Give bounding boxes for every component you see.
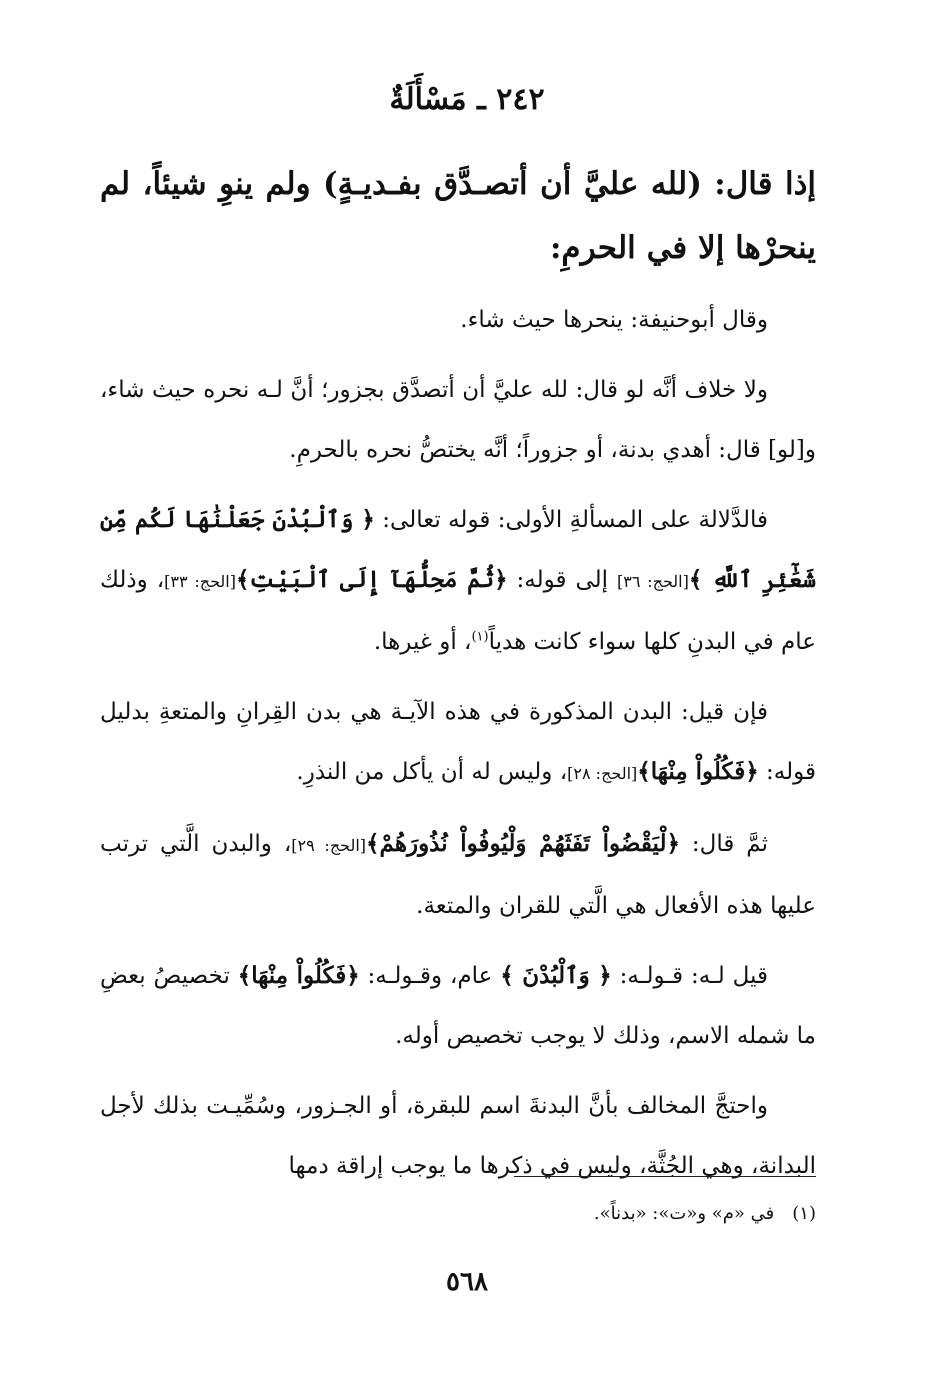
verse-reference-3: [الحج: ٢٨]	[567, 764, 638, 783]
issue-heading: ٢٤٢ ـ مَسْأَلَةٌ	[389, 82, 545, 117]
quran-verse-1: ﴿ وَٱلْبُدْنَ جَعَلْنَٰهَا لَكُم مِّن شَعَٰٓئِرِ ٱللَّهِ ﴾	[100, 506, 817, 593]
quran-verse-3: ﴿فَكُلُواْ مِنْهَا﴾	[637, 758, 759, 785]
quran-verse-5: ﴿ وَٱلْبُدْنَ ﴾	[500, 962, 612, 989]
paragraph-3-lead: فالدَّلالة على المسألةِ الأولى: قوله تعالى:	[374, 507, 768, 533]
paragraph-5-tail: ، والبدن الَّتي ترتب عليها هذه الأفعال هي الَّتي للقران والمتعة.	[100, 831, 816, 919]
paragraph-4-lead: فإن قيل: البدن المذكورة في هذه الآيـة هي بدن القِرانِ والمتعةِ بدليل قوله:	[100, 699, 816, 785]
footnote	[100, 1198, 816, 1230]
verse-reference-2: [الحج: ٣٣]	[164, 572, 236, 591]
paragraph-3-end: ، أو غيرها.	[373, 629, 472, 655]
verse-reference-4: [الحج: ٢٩]	[291, 836, 367, 855]
paragraph-1: وقال أبوحنيفة: ينحرها حيث شاء.	[460, 307, 768, 333]
paragraph-3-mid: إلى قوله:	[507, 567, 618, 593]
quran-verse-4: ﴿لْيَقْضُواْ تَفَثَهُمْ وَلْيُوفُواْ نُذُورَهُمْ﴾	[366, 830, 680, 857]
paragraph-6	[100, 946, 816, 1066]
footnote-divider	[514, 1176, 816, 1177]
paragraph-4	[100, 682, 816, 804]
paragraph-5-lead: ثمَّ قال:	[679, 831, 768, 857]
paragraph-4-tail: ، وليس له أن يأكل من النذرِ.	[296, 759, 568, 785]
paragraph-2: ولا خلاف أنَّه لو قال: لله عليَّ أن أتصدَّق بجزور؛ أنَّ لـه نحره حيث شاء، و[لو] قال: أهدي بدنة، أو جزوراً؛ أنَّه يختصُّ نحره بالحرمِ.	[100, 377, 816, 463]
paragraph-6-tail: تخصيصُ بعضِ ما شمله الاسم، وذلك لا يوجب تخصيص أوله.	[100, 963, 816, 1049]
body-text	[100, 290, 816, 1206]
paragraph-3-tail: ، وذلك عام في البدنِ كلها سواء كانت هدياً	[100, 567, 816, 655]
verse-reference-1: [الحج: ٣٦]	[617, 572, 689, 591]
issue-title: إذا قال: (لله عليَّ أن أتصـدَّق بفـديـةٍ) ولم ينوِ شيئاً، لم ينحرْها إلا في الحرمِ:	[100, 166, 816, 266]
quran-verse-2: ﴿ثُمَّ مَحِلُّهَآ إِلَى ٱلْبَيْتِ﴾	[235, 566, 508, 593]
footnote-text: في «م» و«ت»: «بدناً».	[593, 1203, 775, 1224]
paragraph-6-mid: عام، وقـولـه:	[359, 963, 501, 989]
paragraph-6-lead: قيل لـه: قـولـه:	[611, 963, 768, 989]
footnote-number: (١)	[792, 1203, 816, 1224]
footnote-marker: (١)	[471, 629, 489, 645]
page-number: ٥٦٨	[446, 1267, 488, 1297]
paragraph-5	[100, 814, 816, 936]
paragraph-7: واحتجَّ المخالف بأنَّ البدنةَ اسم للبقرة، أو الجـزور، وسُمِّيـت بذلك لأجل البدانة، وهي الجُثَّة، وليس في ذكرها ما يوجب إراقة دمها	[100, 1093, 816, 1179]
paragraph-3	[100, 490, 816, 672]
quran-verse-6: ﴿فَكُلُواْ مِنْهَا﴾	[237, 962, 360, 989]
